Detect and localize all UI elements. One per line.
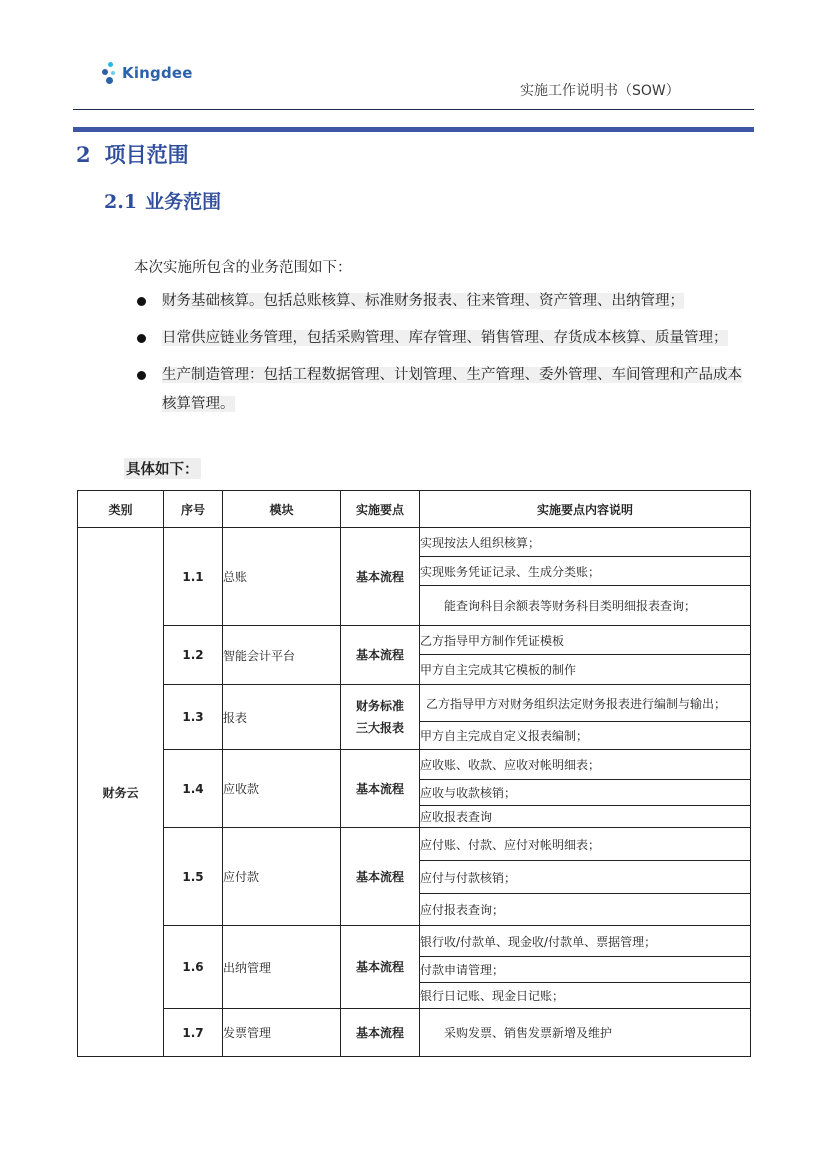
seq-cell: 1.2 [164, 626, 223, 685]
bullet-icon [137, 297, 146, 306]
description-cell: 实现账务凭证记录、生成分类账； [420, 557, 751, 586]
description-cell: 应付与付款核销； [420, 861, 751, 894]
description-cell: 应收报表查询 [420, 806, 751, 828]
bullet-icon [137, 334, 146, 343]
subsection-title: 业务范围 [145, 191, 222, 213]
seq-cell: 1.7 [164, 1009, 223, 1057]
logo-dots-icon [100, 62, 122, 88]
module-cell: 报表 [223, 685, 341, 750]
description-cell: 银行收/付款单、现金收/付款单、票据管理； [420, 926, 751, 957]
seq-cell: 1.4 [164, 750, 223, 828]
description-cell: 乙方指导甲方对财务组织法定财务报表进行编制与输出； [420, 685, 751, 722]
header-key-point: 实施要点 [341, 491, 420, 528]
description-cell: 乙方指导甲方制作凭证模板 [420, 626, 751, 655]
header-rule-thick [73, 127, 754, 132]
description-cell: 甲方自主完成其它模板的制作 [420, 655, 751, 685]
subsection-heading [104, 187, 221, 214]
header-rule-thin [73, 109, 754, 110]
seq-cell: 1.5 [164, 828, 223, 926]
table-row [78, 926, 751, 957]
bullet-icon [137, 371, 146, 380]
table-header-row [78, 491, 751, 528]
table-row [78, 750, 751, 780]
table-row [78, 1009, 751, 1057]
module-cell: 总账 [223, 528, 341, 626]
description-cell: 应收账、收款、应收对帐明细表； [420, 750, 751, 780]
key-point-cell: 基本流程 [341, 1009, 420, 1057]
detail-heading: 具体如下： [124, 458, 201, 479]
subsection-number: 2.1 [104, 191, 138, 213]
header-category: 类别 [78, 491, 164, 528]
module-cell: 应付款 [223, 828, 341, 926]
description-cell: 应付报表查询； [420, 894, 751, 926]
key-point-cell: 基本流程 [341, 626, 420, 685]
description-cell: 采购发票、销售发票新增及维护 [420, 1009, 751, 1057]
header-description: 实施要点内容说明 [420, 491, 751, 528]
key-point-cell: 基本流程 [341, 750, 420, 828]
key-point-cell: 财务标准 三大报表 [341, 685, 420, 750]
category-cell: 财务云 [78, 528, 164, 1057]
description-cell: 应付账、付款、应付对帐明细表； [420, 828, 751, 861]
bullet-item: 财务基础核算。包括总账核算、标准财务报表、往来管理、资产管理、出纳管理； [134, 287, 754, 316]
module-cell: 发票管理 [223, 1009, 341, 1057]
table-row [78, 626, 751, 655]
table-row [78, 528, 751, 557]
header-seq: 序号 [164, 491, 223, 528]
section-heading [76, 139, 189, 169]
module-cell: 应收款 [223, 750, 341, 828]
section-title: 项目范围 [104, 142, 189, 167]
logo-text: Kingdee [122, 64, 193, 82]
description-cell: 应收与收款核销； [420, 780, 751, 806]
bullet-item: 日常供应链业务管理，包括采购管理、库存管理、销售管理、存货成本核算、质量管理； [134, 324, 754, 353]
description-cell: 实现按法人组织核算； [420, 528, 751, 557]
description-cell: 甲方自主完成自定义报表编制； [420, 722, 751, 750]
module-cell: 智能会计平台 [223, 626, 341, 685]
intro-paragraph: 本次实施所包含的业务范围如下： [134, 260, 352, 276]
bullet-list [134, 287, 754, 427]
bullet-item: 生产制造管理：包括工程数据管理、计划管理、生产管理、委外管理、车间管理和产品成本核算管理。 [134, 361, 754, 419]
description-cell: 付款申请管理； [420, 957, 751, 983]
key-point-cell: 基本流程 [341, 528, 420, 626]
seq-cell: 1.1 [164, 528, 223, 626]
module-cell: 出纳管理 [223, 926, 341, 1009]
scope-table [77, 490, 751, 1057]
description-cell: 能查询科目余额表等财务科目类明细报表查询； [420, 586, 751, 626]
section-number: 2 [76, 142, 91, 167]
table-row [78, 828, 751, 861]
description-cell: 银行日记账、现金日记账； [420, 983, 751, 1009]
seq-cell: 1.6 [164, 926, 223, 1009]
key-point-cell: 基本流程 [341, 926, 420, 1009]
document-title: 实施工作说明书（SOW） [520, 83, 680, 99]
header-module: 模块 [223, 491, 341, 528]
kingdee-logo [100, 60, 210, 90]
key-point-cell: 基本流程 [341, 828, 420, 926]
seq-cell: 1.3 [164, 685, 223, 750]
table-row [78, 685, 751, 722]
